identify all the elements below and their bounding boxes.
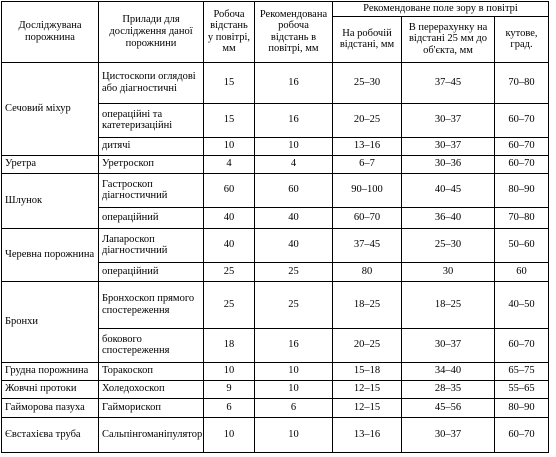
device-cell: операційний [99,262,204,281]
field-angle-cell: 60–70 [495,417,549,452]
field-working-cell: 20–25 [333,103,402,137]
field-angle-cell: 60–70 [495,328,549,362]
working-distance-cell: 15 [204,103,255,137]
working-distance-cell: 15 [204,62,255,103]
field-working-cell: 13–16 [333,417,402,452]
field-working-cell: 20–25 [333,328,402,362]
device-cell: Уретроскоп [99,155,204,173]
device-cell: Лапароскоп діагностичний [99,228,204,262]
recommended-distance-cell: 6 [255,398,333,417]
device-cell: операційний [99,207,204,228]
organ-cell: Грудна порожнина [2,362,99,380]
header-device: Прилади для дослідження даної порожнини [99,2,204,63]
working-distance-cell: 10 [204,417,255,452]
header-organ: Досліджувана порожнина [2,2,99,63]
field-working-cell: 90–100 [333,173,402,207]
working-distance-cell: 4 [204,155,255,173]
device-cell: Гастроскоп діагностичний [99,173,204,207]
field-angle-cell: 80–90 [495,398,549,417]
field-angle-cell: 55–65 [495,380,549,398]
field-25mm-cell: 30–37 [402,137,495,155]
device-cell: Гайморископ [99,398,204,417]
field-working-cell: 25–30 [333,62,402,103]
field-25mm-cell: 30–37 [402,417,495,452]
device-cell: дитячі [99,137,204,155]
device-cell: операційні та катетеризаційні [99,103,204,137]
header-field-angle: кутове, град. [495,16,549,62]
field-25mm-cell: 45–56 [402,398,495,417]
recommended-distance-cell: 10 [255,380,333,398]
recommended-distance-cell: 25 [255,281,333,328]
field-working-cell: 80 [333,262,402,281]
field-working-cell: 37–45 [333,228,402,262]
field-angle-cell: 40–50 [495,281,549,328]
organ-cell: Сечовий міхур [2,62,99,155]
field-angle-cell: 60–70 [495,103,549,137]
working-distance-cell: 40 [204,228,255,262]
device-cell: Бронхоскоп прямого спостереження [99,281,204,328]
field-working-cell: 13–16 [333,137,402,155]
field-25mm-cell: 36–40 [402,207,495,228]
device-cell: Сальпінгоманіпулятор [99,417,204,452]
recommended-distance-cell: 16 [255,328,333,362]
field-25mm-cell: 30–36 [402,155,495,173]
field-working-cell: 15–18 [333,362,402,380]
field-angle-cell: 60–70 [495,137,549,155]
field-25mm-cell: 34–40 [402,362,495,380]
organ-cell: Євстахієва труба [2,417,99,452]
field-25mm-cell: 28–35 [402,380,495,398]
header-field-group: Рекомендоване поле зору в повітрі [333,2,549,17]
working-distance-cell: 10 [204,137,255,155]
recommended-distance-cell: 25 [255,262,333,281]
recommended-distance-cell: 16 [255,103,333,137]
organ-cell: Жовчні протоки [2,380,99,398]
working-distance-cell: 25 [204,281,255,328]
device-cell: Торакоскоп [99,362,204,380]
organ-cell: Гайморова пазуха [2,398,99,417]
field-25mm-cell: 30–37 [402,103,495,137]
recommended-distance-cell: 10 [255,137,333,155]
recommended-distance-cell: 10 [255,362,333,380]
recommended-distance-cell: 60 [255,173,333,207]
field-angle-cell: 60–70 [495,155,549,173]
recommended-distance-cell: 40 [255,207,333,228]
field-working-cell: 12–15 [333,380,402,398]
field-25mm-cell: 30–37 [402,328,495,362]
field-angle-cell: 80–90 [495,173,549,207]
field-25mm-cell: 40–45 [402,173,495,207]
header-working-distance: Робоча відстань у повітрі, мм [204,2,255,63]
working-distance-cell: 9 [204,380,255,398]
recommended-distance-cell: 4 [255,155,333,173]
recommended-distance-cell: 16 [255,62,333,103]
field-angle-cell: 70–80 [495,62,549,103]
recommended-distance-cell: 40 [255,228,333,262]
header-field-25mm: В перерахунку на відстані 25 мм до об'єкта, мм [402,16,495,62]
field-25mm-cell: 25–30 [402,228,495,262]
working-distance-cell: 60 [204,173,255,207]
header-recommended-distance: Рекомендована робоча відстань в повітрі, мм [255,2,333,63]
device-cell: бокового спостереження [99,328,204,362]
working-distance-cell: 10 [204,362,255,380]
field-angle-cell: 50–60 [495,228,549,262]
endoscope-table [1,1,549,453]
field-25mm-cell: 18–25 [402,281,495,328]
organ-cell: Бронхи [2,281,99,362]
organ-cell: Черевна порожнина [2,228,99,281]
working-distance-cell: 6 [204,398,255,417]
header-field-working: На робочій відстані, мм [333,16,402,62]
working-distance-cell: 18 [204,328,255,362]
organ-cell: Уретра [2,155,99,173]
field-working-cell: 18–25 [333,281,402,328]
field-working-cell: 60–70 [333,207,402,228]
organ-cell: Шлунок [2,173,99,228]
field-working-cell: 6–7 [333,155,402,173]
field-angle-cell: 70–80 [495,207,549,228]
field-angle-cell: 65–75 [495,362,549,380]
working-distance-cell: 25 [204,262,255,281]
working-distance-cell: 40 [204,207,255,228]
field-working-cell: 12–15 [333,398,402,417]
field-25mm-cell: 37–45 [402,62,495,103]
device-cell: Цистоскопи оглядові або діагностичні [99,62,204,103]
field-angle-cell: 60 [495,262,549,281]
field-25mm-cell: 30 [402,262,495,281]
device-cell: Холедохоскоп [99,380,204,398]
recommended-distance-cell: 10 [255,417,333,452]
